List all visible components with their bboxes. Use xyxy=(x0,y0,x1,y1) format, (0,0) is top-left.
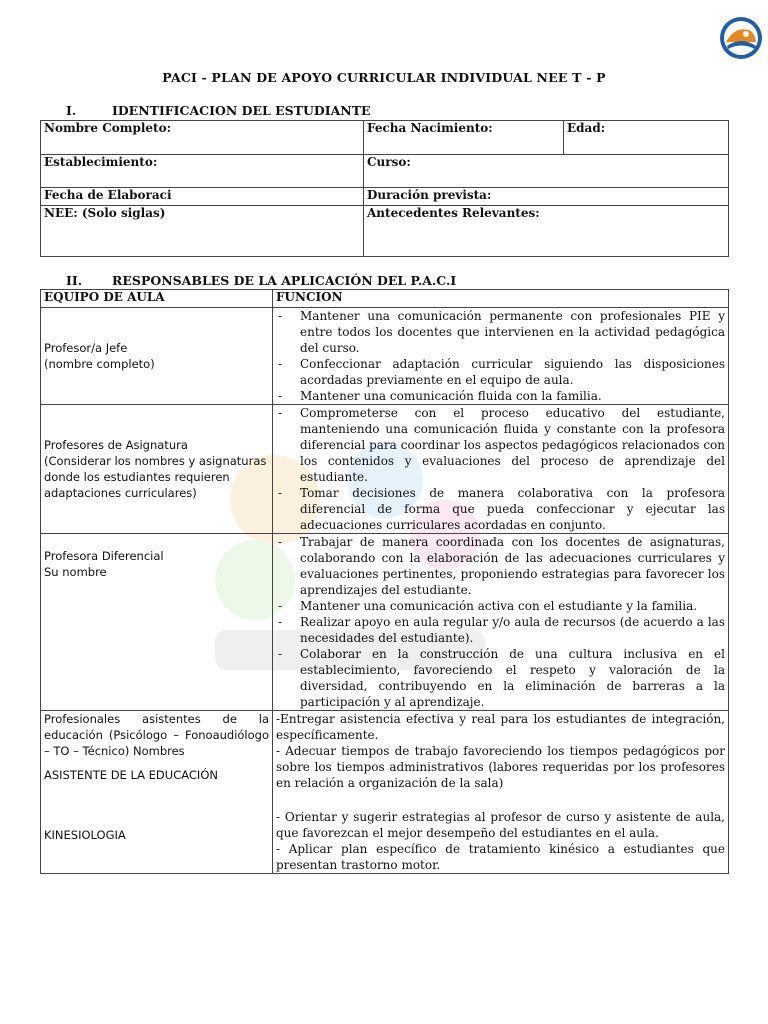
funcion-item: -Entregar asistencia efectiva y real para los estudiantes de integración, específicamente. xyxy=(276,712,725,742)
asistente-educacion-label: ASISTENTE DE LA EDUCACIÓN xyxy=(44,768,218,782)
funcion-item: - Orientar y sugerir estrategias al profesor de curso y asistente de aula, que favorezcan el mejor desempeño del estudiantes en el aula. xyxy=(276,810,725,840)
funcion-profesora-diferencial xyxy=(273,534,729,711)
section-1-heading xyxy=(66,103,371,118)
funcion-item: - Mantener una comunicación fluida con la familia. xyxy=(276,388,725,404)
field-establecimiento[interactable]: Establecimiento: xyxy=(41,155,364,188)
funcion-item: - Confeccionar adaptación curricular siguiendo las disposiciones acordadas previamente en el equipo de aula. xyxy=(276,356,725,388)
field-fecha-nacimiento[interactable]: Fecha Nacimiento: xyxy=(364,121,564,155)
equipo-profesor-jefe xyxy=(41,308,273,405)
section-2-title: RESPONSABLES DE LA APLICACIÓN DEL P.A.C.I xyxy=(112,273,457,288)
funcion-item: - Tomar decisiones de manera colaborativa con la profesora diferencial de forma que pueda confeccionar y ejecutar las adecuaciones curriculares acordadas en conjunto. xyxy=(276,485,725,533)
table-row xyxy=(41,711,729,874)
funcion-profesores-asignatura xyxy=(273,405,729,534)
table-row xyxy=(41,534,729,711)
field-antecedentes-relevantes[interactable]: Antecedentes Relevantes: xyxy=(364,206,729,257)
section-1-number: I. xyxy=(66,103,77,118)
funcion-item: - Realizar apoyo en aula regular y/o aula de recursos (de acuerdo a las necesidades del estudiante). xyxy=(276,614,725,646)
kinesiologia-label: KINESIOLOGIA xyxy=(44,828,126,842)
equipo-profesores-asignatura xyxy=(41,405,273,534)
responsables-table xyxy=(40,289,729,874)
school-logo-icon xyxy=(719,16,763,60)
funcion-item: - Trabajar de manera coordinada con los docentes de asignaturas, colaborando con la elaboración de las adecuaciones curriculares y evaluaciones pertinentes, proponiendo estrategias para favorecer los aprendizajes del estudiante. xyxy=(276,534,725,598)
funcion-item: - Aplicar plan específico de tratamiento kinésico a estudiantes que presentan trastorno motor. xyxy=(276,842,725,872)
section-1-title: IDENTIFICACION DEL ESTUDIANTE xyxy=(112,103,371,118)
equipo-label: Profesora Diferencial xyxy=(44,549,164,563)
header-funcion: FUNCION xyxy=(273,290,729,308)
table-row xyxy=(41,308,729,405)
equipo-profesora-diferencial xyxy=(41,534,273,711)
field-nee[interactable]: NEE: (Solo siglas) xyxy=(41,206,364,257)
funcion-item: - Comprometerse con el proceso educativo del estudiante, manteniendo una comunicación fluida y constante con la profesora diferencial para coordinar los aspectos pedagógicos relacionados con los contenidos y evaluaciones del proceso de aprendizaje del estudiante. xyxy=(276,405,725,485)
equipo-profesionales-asistentes xyxy=(41,711,273,874)
equipo-label: Profesionales asistentes de la educación (Psicólogo – Fonoaudiólogo – TO – Técnico) Nombres xyxy=(44,712,269,758)
funcion-profesionales-asistentes xyxy=(273,711,729,874)
header-equipo-de-aula: EQUIPO DE AULA xyxy=(41,290,273,308)
funcion-profesor-jefe xyxy=(273,308,729,405)
document-title: PACI - PLAN DE APOYO CURRICULAR INDIVIDUAL NEE T - P xyxy=(162,70,606,85)
equipo-sublabel: (nombre completo) xyxy=(44,357,155,371)
field-fecha-elaboracion[interactable]: Fecha de Elaboraci xyxy=(41,188,364,206)
equipo-label: Profesor/a Jefe xyxy=(44,341,128,355)
field-duracion-prevista[interactable]: Duración prevista: xyxy=(364,188,729,206)
funcion-item: - Mantener una comunicación activa con el estudiante y la familia. xyxy=(276,598,725,614)
student-identification-table xyxy=(40,120,729,257)
field-edad[interactable]: Edad: xyxy=(564,121,729,155)
field-curso[interactable]: Curso: xyxy=(364,155,729,188)
funcion-item: - Adecuar tiempos de trabajo favoreciendo los tiempos pedagógicos por sobre los tiempos administrativos (labores requeridas por los profesores en relación a organización de la sala) xyxy=(276,744,725,790)
section-2-number: II. xyxy=(66,273,83,288)
field-nombre-completo[interactable]: Nombre Completo: xyxy=(41,121,364,155)
section-2-heading xyxy=(66,273,456,288)
equipo-label: Profesores de Asignatura xyxy=(44,438,188,452)
equipo-sublabel: Su nombre xyxy=(44,565,107,579)
funcion-item: - Mantener una comunicación permanente con profesionales PIE y entre todos los docentes que intervienen en la actividad pedagógica del curso. xyxy=(276,308,725,356)
equipo-sublabel: (Considerar los nombres y asignaturas donde los estudiantes requieren adaptaciones curriculares) xyxy=(44,454,267,500)
funcion-item: - Colaborar en la construcción de una cultura inclusiva en el establecimiento, favoreciendo el respeto y valoración de la diversidad, contribuyendo en la eliminación de barreras a la participación y al aprendizaje. xyxy=(276,646,725,710)
table-row xyxy=(41,405,729,534)
